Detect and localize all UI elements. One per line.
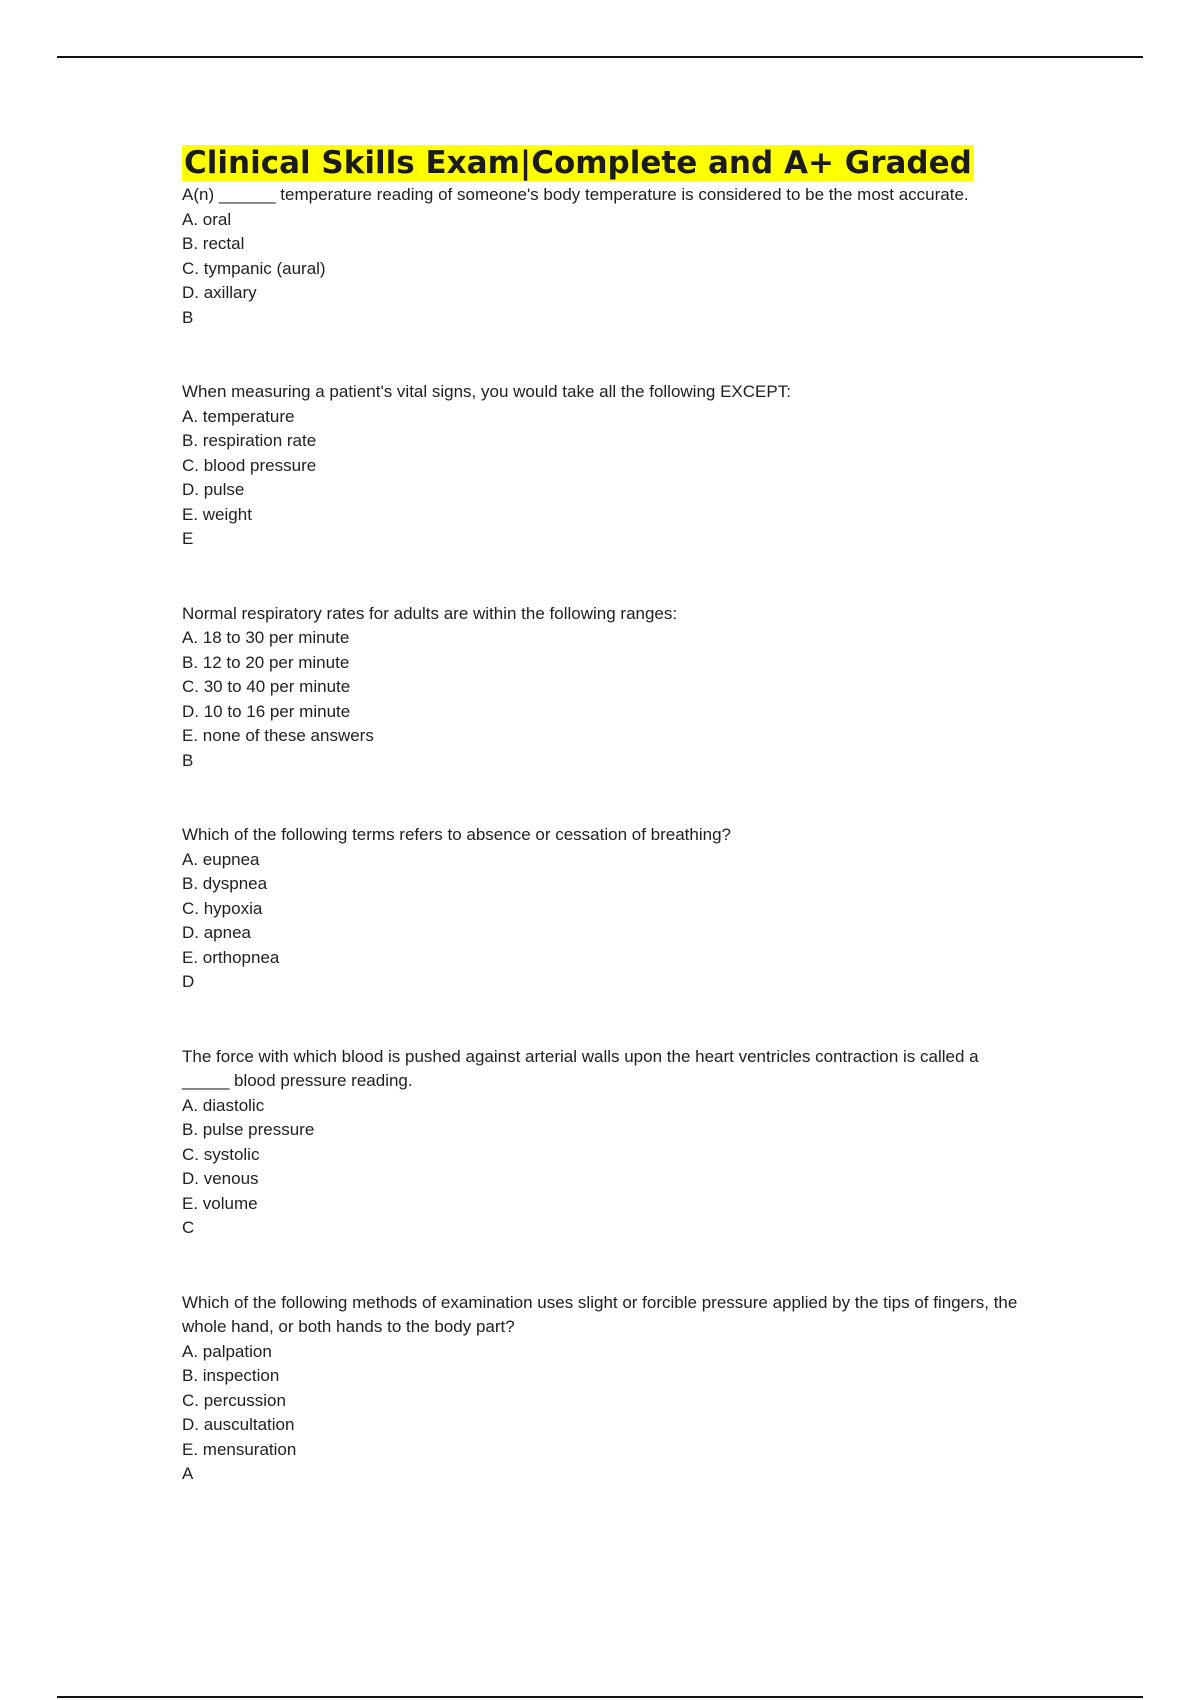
question-6 bbox=[182, 1291, 1022, 1487]
header-rule bbox=[57, 56, 1143, 58]
option-a: A. palpation bbox=[182, 1341, 272, 1361]
option-a: A. temperature bbox=[182, 406, 295, 426]
option-b: B. rectal bbox=[182, 234, 245, 253]
option-d: D. 10 to 16 per minute bbox=[182, 701, 351, 721]
option-d: D. venous bbox=[182, 1169, 259, 1188]
option-a: A. oral bbox=[182, 209, 232, 229]
question-text: A(n) ______ temperature reading of someone's body temperature is considered to be the most accurate. bbox=[182, 185, 969, 204]
option-c: C. systolic bbox=[182, 1144, 260, 1164]
answer: D bbox=[182, 972, 195, 991]
answer: B bbox=[182, 307, 194, 327]
question-text: Normal respiratory rates for adults are within the following ranges: bbox=[182, 603, 678, 623]
question-text: When measuring a patient's vital signs, you would take all the following EXCEPT: bbox=[182, 382, 791, 401]
option-a: A. eupnea bbox=[182, 849, 260, 869]
question-text: Which of the following methods of examination uses slight or forcible pressure applied by the tips of fingers, the whole hand, or both hands to the body part? bbox=[182, 1292, 1018, 1336]
answer: B bbox=[182, 750, 194, 770]
question-2 bbox=[182, 380, 1022, 552]
option-d: D. axillary bbox=[182, 283, 257, 302]
option-b: B. respiration rate bbox=[182, 431, 317, 450]
footer-rule bbox=[57, 1696, 1143, 1698]
option-e: E. mensuration bbox=[182, 1439, 297, 1459]
option-a: A. diastolic bbox=[182, 1095, 265, 1115]
option-c: C. blood pressure bbox=[182, 455, 317, 475]
option-b: B. dyspnea bbox=[182, 874, 268, 893]
option-c: C. 30 to 40 per minute bbox=[182, 677, 351, 696]
option-d: D. pulse bbox=[182, 480, 245, 499]
option-b: B. pulse pressure bbox=[182, 1120, 315, 1139]
question-1 bbox=[182, 183, 1022, 330]
option-c: C. tympanic (aural) bbox=[182, 258, 326, 278]
option-e: E. none of these answers bbox=[182, 726, 374, 745]
document-body bbox=[182, 145, 1022, 1487]
question-5 bbox=[182, 1045, 1022, 1241]
question-text: Which of the following terms refers to absence or cessation of breathing? bbox=[182, 825, 732, 844]
option-b: B. 12 to 20 per minute bbox=[182, 652, 350, 672]
option-e: E. weight bbox=[182, 504, 252, 524]
answer: C bbox=[182, 1218, 195, 1237]
option-a: A. 18 to 30 per minute bbox=[182, 628, 350, 647]
document-title: Clinical Skills Exam|Complete and A+ Graded bbox=[184, 145, 972, 181]
question-3 bbox=[182, 602, 1022, 774]
option-b: B. inspection bbox=[182, 1366, 280, 1385]
option-d: D. auscultation bbox=[182, 1415, 295, 1434]
option-c: C. hypoxia bbox=[182, 898, 263, 918]
answer: E bbox=[182, 529, 194, 548]
answer: A bbox=[182, 1464, 194, 1483]
option-e: E. orthopnea bbox=[182, 947, 280, 967]
option-c: C. percussion bbox=[182, 1390, 286, 1410]
question-4 bbox=[182, 823, 1022, 995]
question-text: The force with which blood is pushed against arterial walls upon the heart ventricles contraction is called a _____ blood pressure reading. bbox=[182, 1046, 979, 1090]
option-d: D. apnea bbox=[182, 923, 251, 942]
option-e: E. volume bbox=[182, 1193, 258, 1213]
